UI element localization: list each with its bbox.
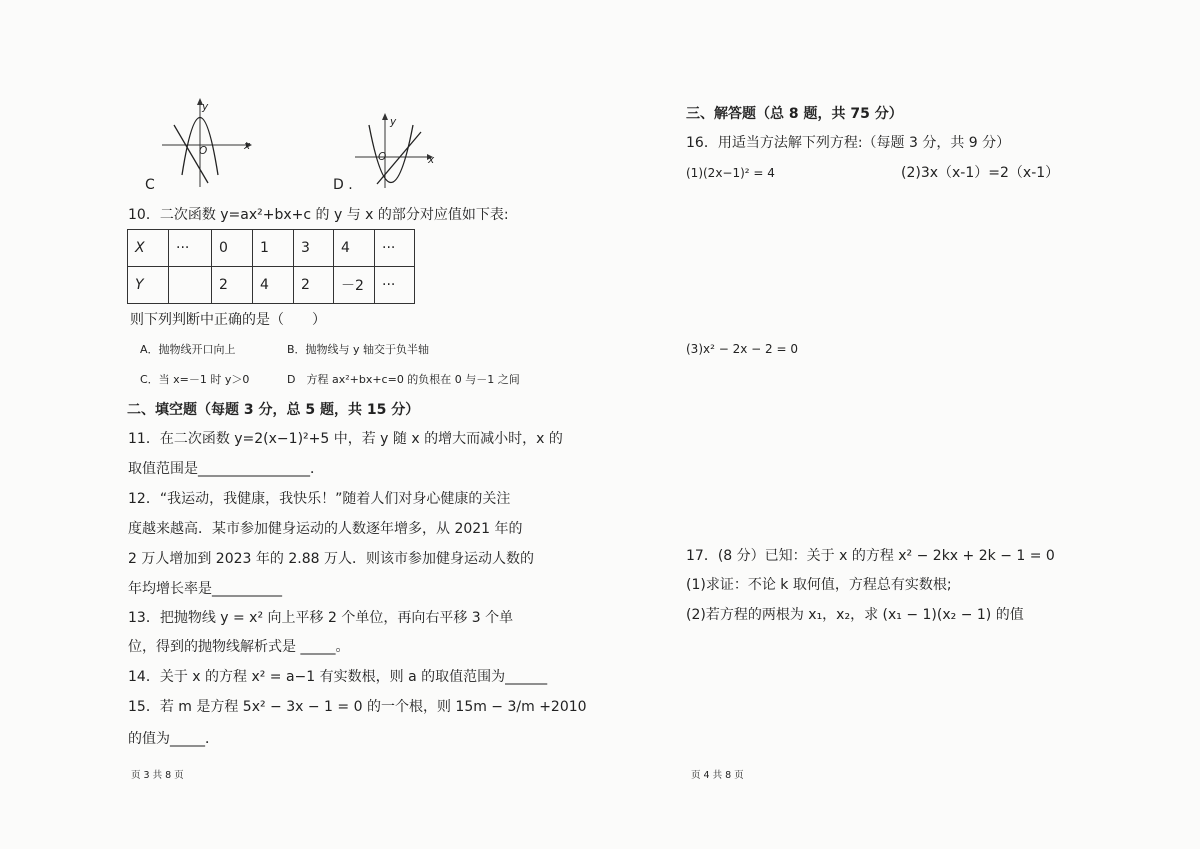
table-cell: 2 [212, 267, 253, 304]
graph-c-y-label: y [202, 101, 209, 113]
value-table [127, 229, 415, 304]
table-cell: ··· [169, 230, 212, 267]
table-cell: 4 [253, 267, 294, 304]
table-cell: 0 [212, 230, 253, 267]
q15-line-1: 15．若 m 是方程 5x² − 3x − 1 = 0 的一个根，则 15m − 3/m +2010 [128, 699, 587, 715]
graph-c-x-label: x [244, 140, 251, 152]
graph-c-origin-label: O [199, 145, 208, 157]
q12-line-1: 12．“我运动，我健康，我快乐！”随着人们对身心健康的关注 [128, 491, 511, 507]
q11-line-2: 取值范围是________________． [128, 461, 324, 477]
q11-line-1: 11．在二次函数 y=2(x−1)²+5 中，若 y 随 x 的增大而减小时，x 的 [128, 431, 563, 447]
q17-part-2: (2)若方程的两根为 x₁，x₂，求 (x₁ − 1)(x₂ − 1) 的值 [686, 607, 1024, 623]
q13-line-2: 位，得到的抛物线解析式是 _____。 [128, 639, 350, 655]
q13-line-1: 13．把抛物线 y = x² 向上平移 2 个单位，再向右平移 3 个单 [128, 610, 514, 626]
q15-line-2: 的值为_____． [128, 731, 219, 747]
graph-d-label: D . [333, 177, 353, 193]
table-cell: 4 [334, 230, 375, 267]
q17-part-1: (1)求证：不论 k 取何值，方程总有实数根; [686, 577, 952, 593]
graph-c-label: C [145, 177, 155, 193]
q12-line-3: 2 万人增加到 2023 年的 2.88 万人．则该市参加健身运动人数的 [128, 551, 534, 567]
table-cell: 1 [253, 230, 294, 267]
table-cell: －2 [334, 267, 375, 304]
q10-option-b: B．抛物线与 y 轴交于负半轴 [287, 343, 430, 356]
table-cell: ··· [375, 267, 415, 304]
section-3-heading: 三、解答题（总 8 题，共 75 分） [686, 106, 903, 122]
table-cell: 3 [294, 230, 334, 267]
q14-text: 14．关于 x 的方程 x² = a−1 有实数根，则 a 的取值范围为______ [128, 669, 548, 685]
q16-text: 16．用适当方法解下列方程:（每题 3 分，共 9 分） [686, 135, 1011, 151]
q16-part-2: (2)3x（x-1）=2（x-1） [901, 165, 1060, 181]
table-cell: Y [128, 267, 169, 304]
table-cell: ··· [375, 230, 415, 267]
table-cell [169, 267, 212, 304]
left-page-footer: 页 3 共 8 页 [131, 770, 184, 781]
table-row [128, 267, 415, 304]
table-cell: X [128, 230, 169, 267]
q10-option-a: A．抛物线开口向上 [140, 343, 236, 356]
q10-prompt: 则下列判断中正确的是（ ） [130, 312, 326, 328]
table-row [128, 230, 415, 267]
right-page-footer: 页 4 共 8 页 [691, 770, 744, 781]
q17-text: 17．(8 分）已知：关于 x 的方程 x² − 2kx + 2k − 1 = 0 [686, 548, 1055, 564]
section-2-heading: 二、填空题（每题 3 分，总 5 题，共 15 分） [127, 402, 420, 418]
graph-d-x-label: x [428, 154, 435, 166]
q16-part-3: (3)x² − 2x − 2 = 0 [686, 342, 798, 356]
table-cell: 2 [294, 267, 334, 304]
q16-part-1: (1)(2x−1)² = 4 [686, 166, 775, 180]
q10-option-c: C．当 x=－1 时 y＞0 [140, 373, 250, 386]
q10-text: 10．二次函数 y=ax²+bx+c 的 y 与 x 的部分对应值如下表: [128, 207, 509, 223]
q10-option-d: D 方程 ax²+bx+c=0 的负根在 0 与－1 之间 [287, 373, 520, 386]
graph-d-origin-label: O [378, 151, 387, 163]
graph-d-y-label: y [390, 116, 397, 128]
q12-line-2: 度越来越高．某市参加健身运动的人数逐年增多，从 2021 年的 [128, 521, 523, 537]
q12-line-4: 年均增长率是__________ [128, 581, 282, 597]
